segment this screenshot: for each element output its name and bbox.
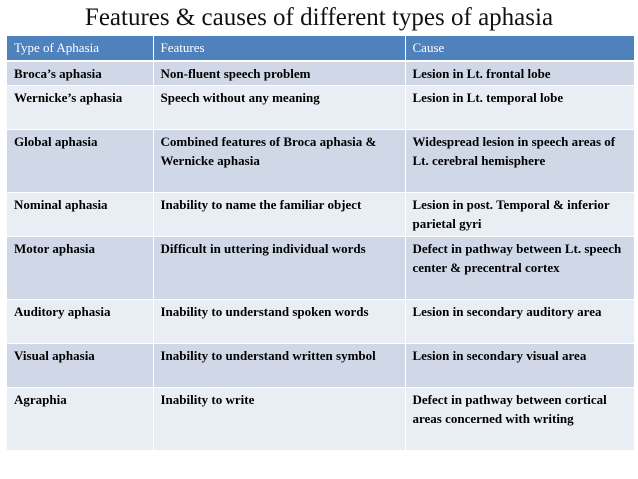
cell-type: Agraphia [7,388,153,451]
cell-cause: Lesion in Lt. frontal lobe [405,61,634,86]
header-features: Features [153,36,405,61]
cell-cause: Lesion in post. Temporal & inferior parietal gyri [405,193,634,237]
cell-features: Speech without any meaning [153,86,405,130]
aphasia-table [7,36,634,451]
table-row [7,130,634,193]
cell-cause: Lesion in Lt. temporal lobe [405,86,634,130]
cell-cause: Lesion in secondary visual area [405,344,634,388]
cell-cause: Defect in pathway between Lt. speech center & precentral cortex [405,237,634,300]
cell-type: Motor aphasia [7,237,153,300]
table-row [7,86,634,130]
cell-features: Inability to name the familiar object [153,193,405,237]
cell-cause: Widespread lesion in speech areas of Lt. cerebral hemisphere [405,130,634,193]
cell-features: Inability to write [153,388,405,451]
cell-features: Non-fluent speech problem [153,61,405,86]
header-cause: Cause [405,36,634,61]
cell-type: Nominal aphasia [7,193,153,237]
table-row [7,388,634,451]
cell-features: Difficult in uttering individual words [153,237,405,300]
cell-features: Combined features of Broca aphasia & Wernicke aphasia [153,130,405,193]
cell-type: Wernicke’s aphasia [7,86,153,130]
cell-cause: Defect in pathway between cortical areas concerned with writing [405,388,634,451]
header-type-of-aphasia: Type of Aphasia [7,36,153,61]
table-header-row [7,36,634,61]
table-row [7,193,634,237]
cell-type: Broca’s aphasia [7,61,153,86]
table-row [7,300,634,344]
cell-type: Global aphasia [7,130,153,193]
cell-features: Inability to understand spoken words [153,300,405,344]
cell-cause: Lesion in secondary auditory area [405,300,634,344]
cell-type: Auditory aphasia [7,300,153,344]
cell-features: Inability to understand written symbol [153,344,405,388]
table-row [7,237,634,300]
table-row [7,61,634,86]
slide-title: Features & causes of different types of aphasia [84,4,554,31]
cell-type: Visual aphasia [7,344,153,388]
table-row [7,344,634,388]
